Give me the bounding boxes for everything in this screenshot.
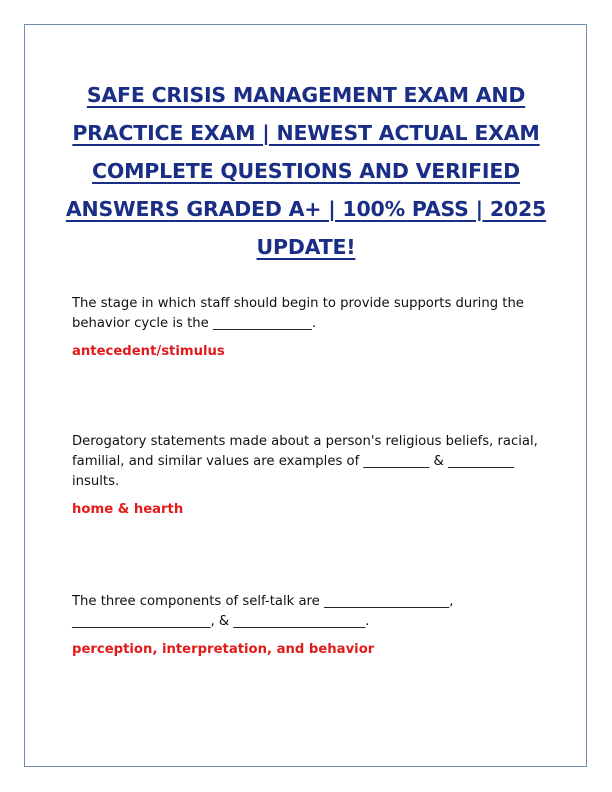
answer-text: antecedent/stimulus [72, 344, 225, 359]
question-block-3 [72, 592, 542, 660]
answer-text: home & hearth [72, 502, 184, 517]
document-title-text: SAFE CRISIS MANAGEMENT EXAM AND PRACTICE EXAM | NEWEST ACTUAL EXAM COMPLETE QUESTIONS AND VERIFIED ANSWERS GRADED A+ | 100% PASS | 2025 UPDATE! [65, 83, 547, 259]
question-text: Derogatory statements made about a person's religious beliefs, racial, familial, and similar values are examples of __________ & __________ insults. [72, 434, 538, 489]
question-text: The stage in which staff should begin to provide supports during the behavior cycle is the _______________. [72, 296, 524, 331]
question-text: The three components of self-talk are ___________________, _____________________, & ____________________. [72, 594, 454, 629]
answer-text: perception, interpretation, and behavior [72, 642, 375, 657]
document-title [60, 76, 552, 266]
question-block-1 [72, 294, 542, 362]
question-block-2 [72, 432, 542, 520]
